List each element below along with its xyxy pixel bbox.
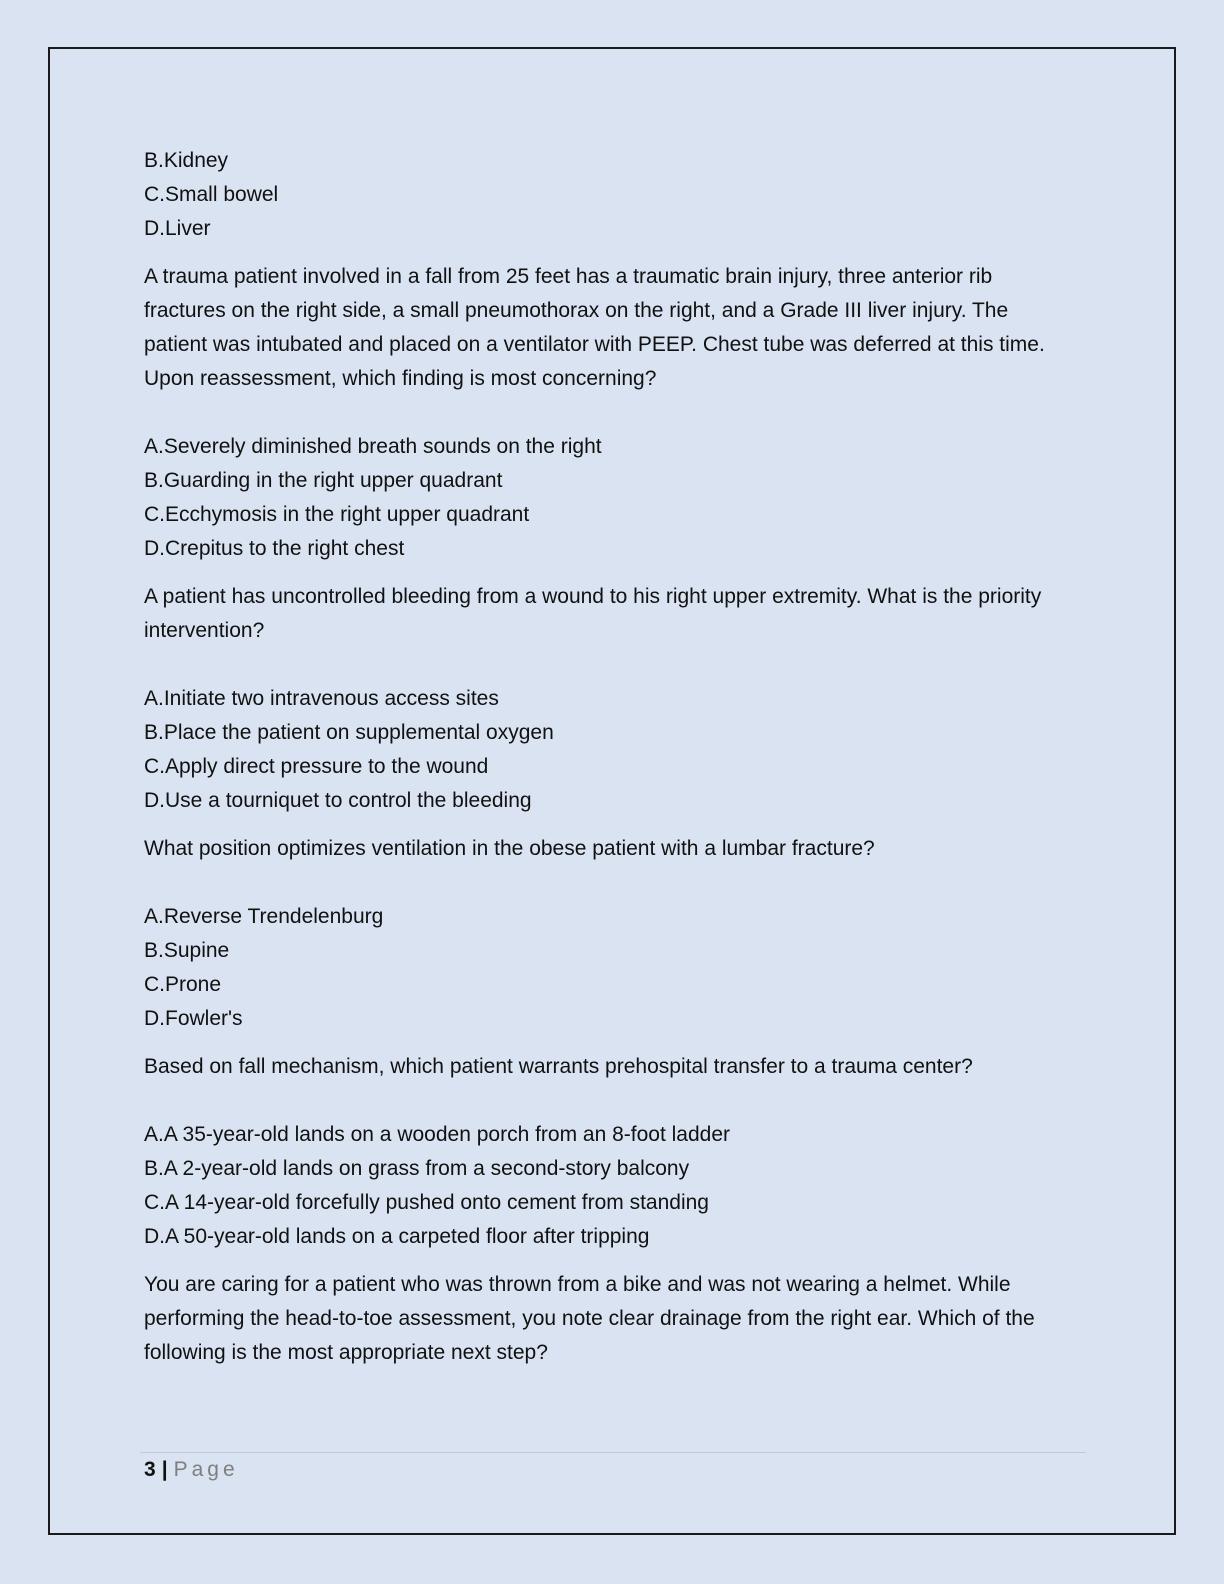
option-list [144,900,1074,1036]
option-item: A.Severely diminished breath sounds on the right [144,435,602,458]
option-item: A.Initiate two intravenous access sites [144,687,499,710]
option-item: C.Ecchymosis in the right upper quadrant [144,503,530,526]
option-item: C.Prone [144,973,222,996]
option-item: C.A 14-year-old forcefully pushed onto cement from standing [144,1191,709,1214]
question-text: A patient has uncontrolled bleeding from a wound to his right upper extremity. What is the priority intervention? [144,585,1042,642]
document-body [144,144,1074,1370]
page-number: 3 [144,1458,156,1481]
page-label: Page [173,1458,239,1481]
option-item: C.Small bowel [144,183,279,206]
footer-separator: | [161,1458,168,1481]
option-list [144,1118,1074,1254]
option-item: B.Place the patient on supplemental oxygen [144,721,554,744]
footer-divider [140,1452,1086,1453]
question-text: You are caring for a patient who was thrown from a bike and was not wearing a helmet. While performing the head-to-toe assessment, you note clear drainage from the right ear. Which of the following is the most appropriate next step? [144,1273,1035,1364]
option-item: B.Supine [144,939,230,962]
question-text: Based on fall mechanism, which patient warrants prehospital transfer to a trauma center? [144,1055,973,1078]
option-list [144,430,1074,566]
option-item: B.A 2-year-old lands on grass from a second-story balcony [144,1157,690,1180]
option-item: D.Liver [144,217,211,240]
question-text: What position optimizes ventilation in the obese patient with a lumbar fracture? [144,837,875,860]
option-item: D.Fowler's [144,1007,243,1030]
option-item: B.Guarding in the right upper quadrant [144,469,503,492]
page-footer [144,1455,239,1485]
option-list [144,682,1074,818]
option-item: A.A 35-year-old lands on a wooden porch from an 8-foot ladder [144,1123,731,1146]
option-item: D.A 50-year-old lands on a carpeted floor after tripping [144,1225,650,1248]
option-item: D.Crepitus to the right chest [144,537,405,560]
continued-options [144,144,1074,246]
option-item: A.Reverse Trendelenburg [144,905,384,928]
question-text: A trauma patient involved in a fall from 25 feet has a traumatic brain injury, three anterior rib fractures on the right side, a small pneumothorax on the right, and a Grade III liver injury. The patient was intubated and placed on a ventilator with PEEP. Chest tube was deferred at this time. Upon reassessment, which finding is most concerning? [144,265,1045,390]
option-item: C.Apply direct pressure to the wound [144,755,489,778]
option-item: D.Use a tourniquet to control the bleeding [144,789,532,812]
option-item: B.Kidney [144,149,229,172]
